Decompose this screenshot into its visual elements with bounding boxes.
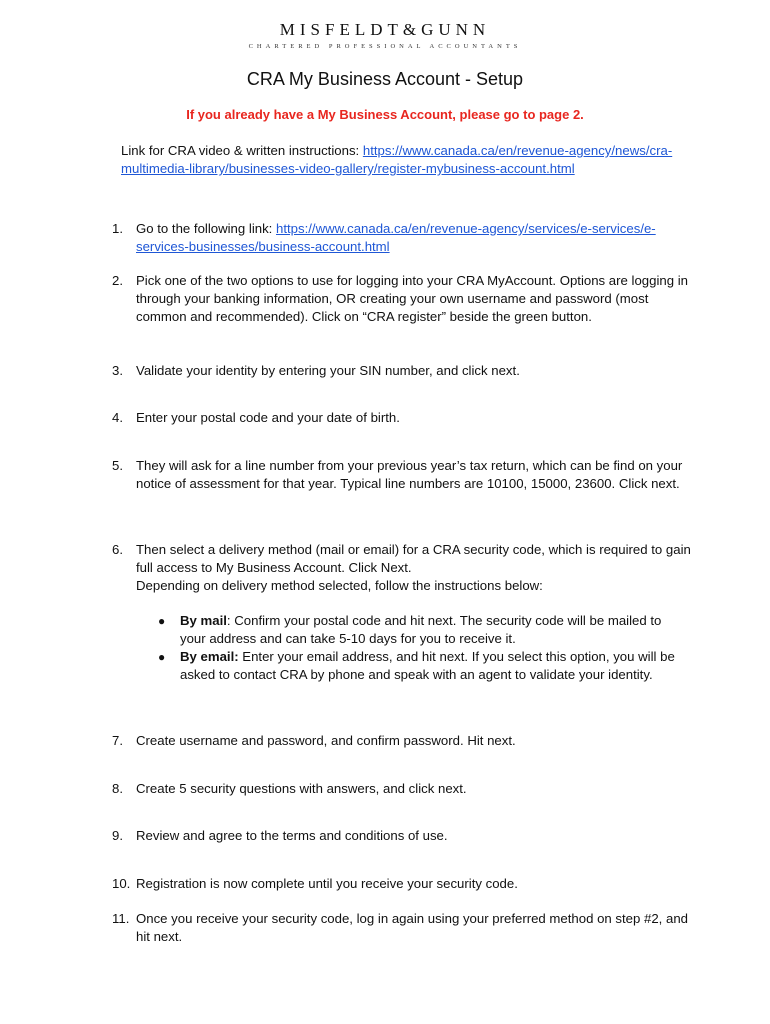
notice-text: If you already have a My Business Account, please go to page 2. xyxy=(186,107,584,122)
step-number: 2. xyxy=(112,273,123,288)
step-text: Validate your identity by entering your SIN number, and click next. xyxy=(136,363,520,378)
step-text: Registration is now complete until you receive your security code. xyxy=(136,876,518,891)
step-7 xyxy=(112,732,692,750)
bullet-label: By email: xyxy=(180,649,239,664)
step-number: 8. xyxy=(112,781,123,796)
step-6 xyxy=(112,541,692,595)
step-number: 9. xyxy=(112,828,123,843)
logo-name: MISFELDT&GUNN xyxy=(279,20,491,39)
logo-subtitle: CHARTERED PROFESSIONAL ACCOUNTANTS xyxy=(248,43,522,50)
step-text: Create username and password, and confirm password. Hit next. xyxy=(136,733,516,748)
step-text: Then select a delivery method (mail or email) for a CRA security code, which is required to gain full access to My Business Account. Click Next. xyxy=(136,542,691,575)
step-8 xyxy=(112,780,692,798)
step-text-continued: Depending on delivery method selected, follow the instructions below: xyxy=(136,578,543,593)
step-2 xyxy=(112,272,692,326)
step-10 xyxy=(112,875,692,893)
page-title: CRA My Business Account - Setup xyxy=(246,69,524,89)
step-number: 3. xyxy=(112,363,123,378)
step-9 xyxy=(112,827,692,845)
intro-paragraph xyxy=(121,142,681,178)
step-text: Enter your postal code and your date of birth. xyxy=(136,410,400,425)
step-5 xyxy=(112,457,692,493)
step-number: 4. xyxy=(112,410,123,425)
bullet-text: : Confirm your postal code and hit next. The security code will be mailed to your address and can take 5-10 days for you to receive it. xyxy=(180,613,662,646)
step-number: 5. xyxy=(112,458,123,473)
step-1 xyxy=(112,220,692,256)
step-3 xyxy=(112,362,692,380)
bullet-icon: ● xyxy=(158,650,166,664)
bullet-icon: ● xyxy=(158,614,166,628)
company-logo xyxy=(0,20,770,52)
step-number: 11. xyxy=(112,911,130,926)
step-text: Go to the following link: xyxy=(136,221,277,236)
bullet-text: Enter your email address, and hit next. If you select this option, you will be asked to contact CRA by phone and speak with an agent to validate your identity. xyxy=(180,649,675,682)
intro-text: Link for CRA video & written instructions: xyxy=(121,143,363,158)
delivery-options-list xyxy=(158,612,688,684)
list-item xyxy=(158,612,688,648)
list-item xyxy=(158,648,688,684)
business-account-link[interactable]: https://www.canada.ca/en/revenue-agency/services/e-services/e-services-businesses/business-account.html xyxy=(136,221,656,254)
step-4 xyxy=(112,409,692,427)
step-text: Once you receive your security code, log in again using your preferred method on step #2, and hit next. xyxy=(136,911,689,944)
step-number: 6. xyxy=(112,542,123,557)
step-11 xyxy=(112,910,692,946)
step-text: Pick one of the two options to use for logging into your CRA MyAccount. Options are logging in through your banking information, OR creating your own username and password (most common and recommended). Click on “CRA register” beside the green button. xyxy=(136,273,688,324)
step-number: 7. xyxy=(112,733,123,748)
step-text: Review and agree to the terms and conditions of use. xyxy=(136,828,448,843)
step-text: They will ask for a line number from your previous year’s tax return, which can be find on your notice of assessment for that year. Typical line numbers are 10100, 15000, 23600. Click next. xyxy=(136,458,683,491)
step-number: 1. xyxy=(112,221,123,236)
bullet-label: By mail xyxy=(180,613,227,628)
step-number: 10. xyxy=(112,876,131,891)
step-text: Create 5 security questions with answers, and click next. xyxy=(136,781,467,796)
video-instructions-link[interactable]: https://www.canada.ca/en/revenue-agency/news/cra-multimedia-library/businesses-video-gallery/register-mybusiness-account.html xyxy=(121,143,673,176)
